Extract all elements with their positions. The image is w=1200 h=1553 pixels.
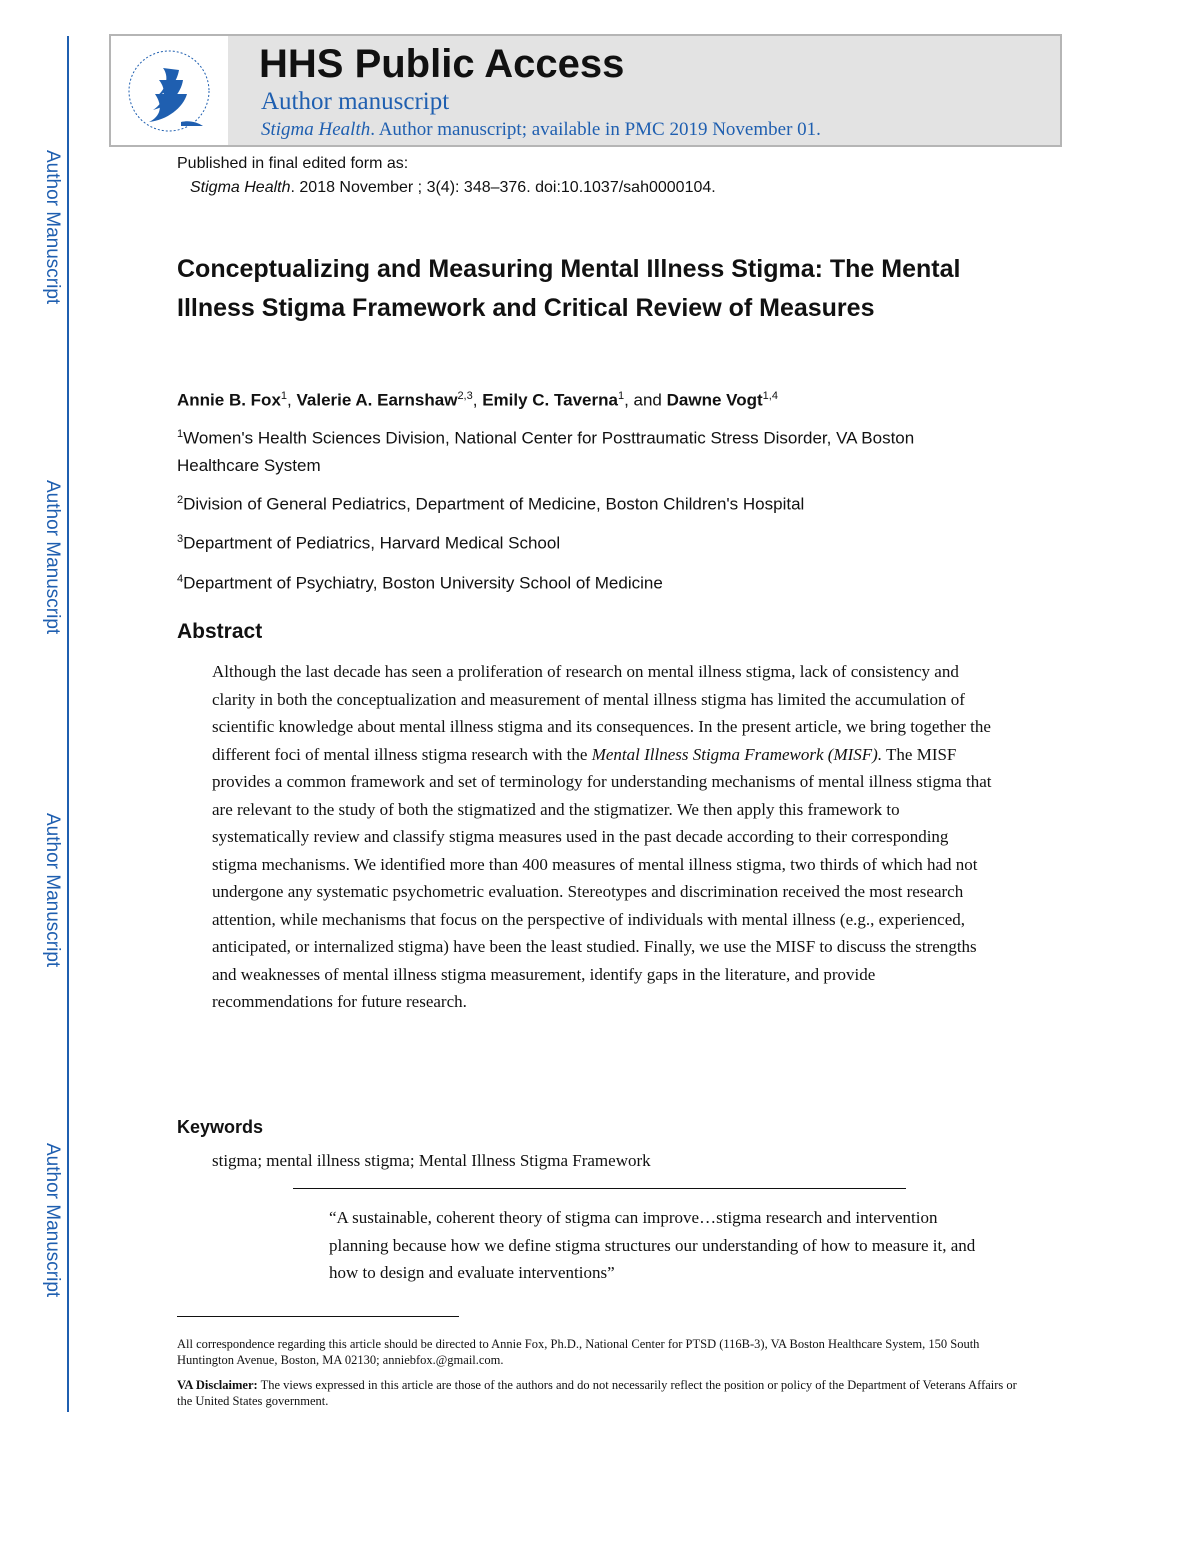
correspondence-footnote: All correspondence regarding this article should be directed to Annie Fox, Ph.D., National Center for PTSD (116B-3), VA Boston Healthcare System, 150 South Huntington Avenue, Boston, MA 02130; anniebfox.@gmail.com. bbox=[177, 1337, 980, 1367]
misf-italic: Mental Illness Stigma Framework (MISF). bbox=[591, 744, 883, 764]
published-citation bbox=[190, 179, 716, 197]
epigraph-quote: “A sustainable, coherent theory of stigma can improve…stigma research and intervention planning because how we define stigma structures our understanding of how to measure it, and how to design and evaluate interventions” bbox=[329, 1208, 976, 1282]
disclaimer-footnote bbox=[177, 1377, 1027, 1409]
header-title-cell bbox=[228, 36, 1060, 145]
author-sup: 1 bbox=[280, 390, 288, 402]
author-name: Dawne Vogt bbox=[666, 390, 763, 410]
author-name: Valerie A. Earnshaw bbox=[296, 390, 458, 410]
affiliation-4: $^4$Department of Psychiatry, Boston University School of Medicine bbox=[177, 573, 663, 593]
side-label-3: Author Manuscript bbox=[42, 812, 63, 968]
abstract-body: Although the last decade has seen a proliferation of research on mental illness stigma, lack of consistency and clarity in both the conceptualization and measurement of mental illness stigma has limited the accumulation of scientific knowledge about mental illness stigma and its consequences. In the present article, we bring together the different foci of mental illness stigma research with the Mental Illness Stigma Framework (MISF). The MISF provides a common framework and set of terminology for understanding mechanisms of mental illness stigma that are relevant to the study of both the stigmatized and the stigmatizer. We then apply this framework to systematically review and classify stigma measures used in the past decade according to their corresponding stigma mechanisms. We identified more than 400 measures of mental illness stigma, two thirds of which had not undergone any systematic psychometric evaluation. Stereotypes and discrimination received the most research attention, while mechanisms that focus on the perspective of individuals with mental illness (e.g., experienced, anticipated, or internalized stigma) have been the least studied. Finally, we use the MISF to discuss the strengths and weaknesses of mental illness stigma measurement, identify gaps in the literature, and provide recommendations for future research. bbox=[212, 662, 992, 1011]
availability-line bbox=[261, 119, 821, 141]
affiliation-1: $^1$Women's Health Sciences Division, National Center for Posttraumatic Stress Disorder, VA Boston Healthcare System bbox=[177, 428, 915, 475]
author-sup: 2,3 bbox=[457, 390, 473, 402]
affiliation-3: $^3$Department of Pediatrics, Harvard Medical School bbox=[177, 533, 561, 553]
side-label-2: Author Manuscript bbox=[42, 479, 63, 635]
hhs-header bbox=[109, 34, 1062, 147]
author-sup: 1,4 bbox=[762, 390, 778, 402]
published-journal: Stigma Health bbox=[190, 179, 291, 196]
paper-title: Conceptualizing and Measuring Mental Illness Stigma: The Mental Illness Stigma Framework and Critical Review of Measures bbox=[177, 255, 961, 322]
author-name: Emily C. Taverna bbox=[482, 390, 618, 410]
header-journal: Stigma Health bbox=[261, 119, 371, 140]
header-availability: . Author manuscript; available in PMC 2019 November 01. bbox=[370, 119, 821, 140]
author-name: Annie B. Fox bbox=[177, 390, 281, 410]
hhs-title: HHS Public Access bbox=[259, 42, 625, 86]
footnote-rule bbox=[177, 1316, 459, 1317]
side-label-1: Author Manuscript bbox=[42, 149, 63, 305]
hhs-eagle-seal-icon bbox=[111, 36, 228, 145]
manuscript-subtitle: Author manuscript bbox=[261, 88, 450, 115]
section-divider bbox=[293, 1188, 906, 1189]
disclaimer-label: VA Disclaimer: bbox=[177, 1378, 258, 1392]
disclaimer-text: The views expressed in this article are those of the authors and do not necessarily reflect the position or policy of the Department of Veterans Affairs or the United States government. bbox=[177, 1378, 1017, 1408]
abstract-heading: Abstract bbox=[177, 620, 263, 643]
published-details: . 2018 November ; 3(4): 348–376. doi:10.1037/sah0000104. bbox=[290, 179, 716, 196]
logo-cell bbox=[111, 36, 230, 145]
keywords-heading: Keywords bbox=[177, 1117, 264, 1137]
affiliation-2: $^2$Division of General Pediatrics, Department of Medicine, Boston Children's Hospital bbox=[177, 494, 805, 514]
author-list: Annie B. Fox$^1$, Valerie A. Earnshaw$^{2,3}$, Emily C. Taverna$^1$, and Dawne Vogt$^{1,4}$ bbox=[177, 390, 778, 410]
side-label-4: Author Manuscript bbox=[42, 1142, 63, 1298]
keywords-body: stigma; mental illness stigma; Mental Illness Stigma Framework bbox=[212, 1151, 651, 1170]
published-label: Published in final edited form as: bbox=[177, 155, 409, 172]
author-sup: 1 bbox=[617, 390, 625, 402]
